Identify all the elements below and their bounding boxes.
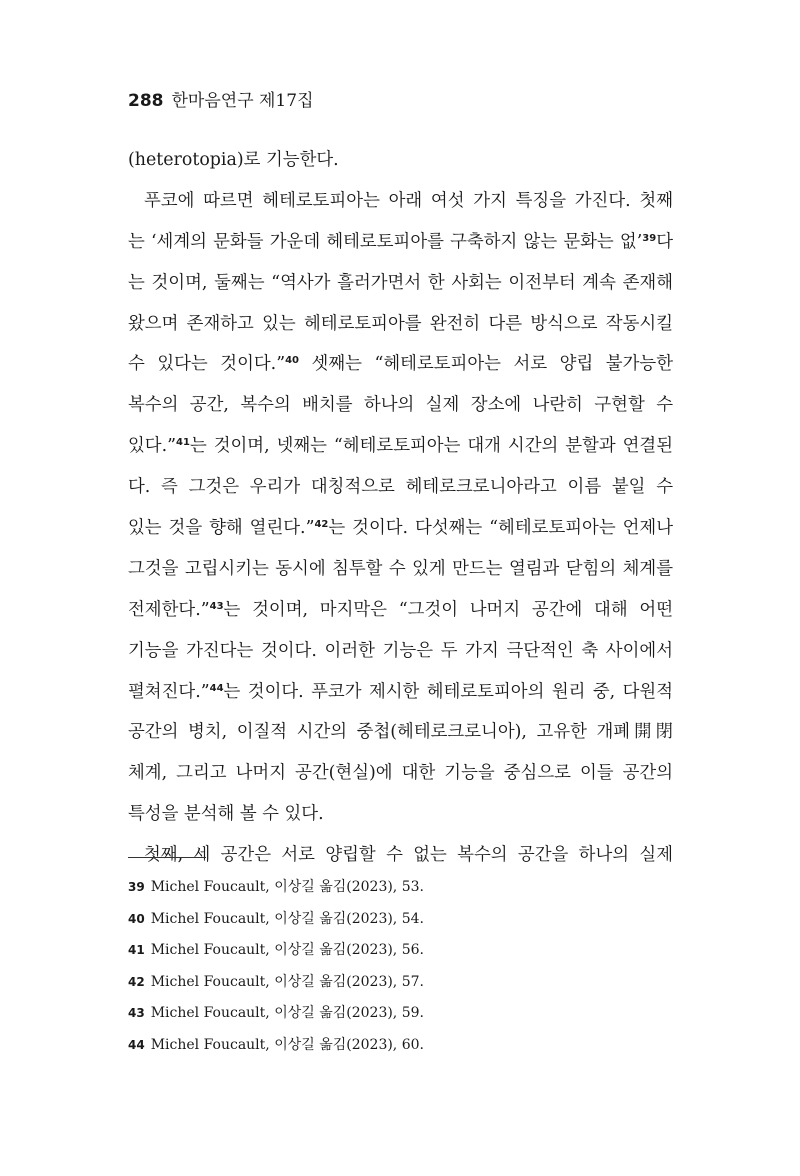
footnote-number: 43 xyxy=(128,1006,145,1020)
body-line: 공간의 병치, 이질적 시간의 중첩(헤테로크로니아), 고유한 개폐開閉 xyxy=(128,722,673,743)
footnote-text: Michel Foucault, 이상길 옮김(2023), 53. xyxy=(150,879,424,895)
footnotes xyxy=(128,872,424,1061)
footnote-ref: 41 xyxy=(176,437,190,449)
footnote-text: Michel Foucault, 이상길 옮김(2023), 60. xyxy=(150,1036,424,1053)
footnote-ref: 40 xyxy=(285,355,300,367)
body-line: 푸코에 따르면 헤테로토피아는 아래 여섯 가지 특징을 가진다. 첫째 xyxy=(144,190,673,211)
body-line: 기능을 가진다는 것이다. 이러한 기능은 두 가지 극단적인 축 사이에서 xyxy=(128,640,673,661)
body-line: 특성을 분석해 볼 수 있다. xyxy=(128,804,324,825)
footnote-ref: 42 xyxy=(314,519,329,531)
footnote-text: Michel Foucault, 이상길 옮김(2023), 56. xyxy=(150,942,424,958)
body-line: 복수의 공간, 복수의 배치를 하나의 실제 장소에 나란히 구현할 수 xyxy=(128,395,673,416)
body-line: 수 있다는 것이다.”$^{40}$ 셋째는 “헤테로토피아는 서로 양립 불가능한 xyxy=(128,354,673,375)
footnote-ref: 44 xyxy=(209,682,224,694)
footnote xyxy=(128,1030,424,1062)
journal-title: 한마음연구 제17집 xyxy=(171,91,314,111)
footnote-text: Michel Foucault, 이상길 옮김(2023), 54. xyxy=(150,910,424,927)
body-line: 그것을 고립시키는 동시에 침투할 수 있게 만드는 열림과 닫힘의 체계를 xyxy=(128,558,673,579)
body-text xyxy=(128,140,673,876)
body-line: 전제한다.”$^{43}$는 것이며, 마지막은 “그것이 나머지 공간에 대해 어떤 xyxy=(128,599,673,620)
body-line: 체계, 그리고 나머지 공간(현실)에 대한 기능을 중심으로 이들 공간의 xyxy=(128,763,673,784)
footnote-ref: 43 xyxy=(209,600,224,612)
body-line: (heterotopia)로 기능한다. xyxy=(128,150,339,170)
footnote-number: 39 xyxy=(128,880,145,894)
body-line: 있는 것을 향해 열린다.”$^{42}$는 것이다. 다섯째는 “헤테로토피아는 언제나 xyxy=(128,518,673,539)
running-header xyxy=(128,86,314,111)
footnote xyxy=(128,998,424,1030)
body-line: 펼쳐진다.”$^{44}$는 것이다. 푸코가 제시한 헤테로토피아의 원리 중, 다원적 xyxy=(128,681,673,702)
footnote xyxy=(128,904,424,936)
footnote-ref: 39 xyxy=(642,232,657,244)
footnote xyxy=(128,967,424,999)
body-line: 는 것이며, 둘째는 “역사가 흘러가면서 한 사회는 이전부터 계속 존재해 xyxy=(128,272,673,293)
body-line: 는 ‘세계의 문화들 가운데 헤테로토피아를 구축하지 않는 문화는 없’$^{39}$다 xyxy=(128,231,673,252)
footnote-text: Michel Foucault, 이상길 옮김(2023), 59. xyxy=(150,1005,424,1021)
footnote xyxy=(128,935,424,967)
footnote-number: 42 xyxy=(128,974,145,989)
page-number: 288 xyxy=(128,91,164,111)
body-line: 있다.”$^{41}$는 것이며, 넷째는 “헤테로토피아는 대개 시간의 분할과 연결된 xyxy=(128,436,673,457)
footnote-divider xyxy=(128,857,206,858)
body-line: 첫째, 세 공간은 서로 양립할 수 없는 복수의 공간을 하나의 실제 xyxy=(144,845,673,866)
footnote xyxy=(128,872,424,904)
footnote-number: 41 xyxy=(128,943,145,957)
footnote-text: Michel Foucault, 이상길 옮김(2023), 57. xyxy=(150,973,424,990)
footnote-number: 40 xyxy=(128,911,145,926)
body-line: 왔으며 존재하고 있는 헤테로토피아를 완전히 다른 방식으로 작동시킬 xyxy=(128,313,673,334)
footnote-number: 44 xyxy=(128,1037,145,1052)
body-line: 다. 즉 그것은 우리가 대칭적으로 헤테로크로니아라고 이름 붙일 수 xyxy=(128,477,673,498)
